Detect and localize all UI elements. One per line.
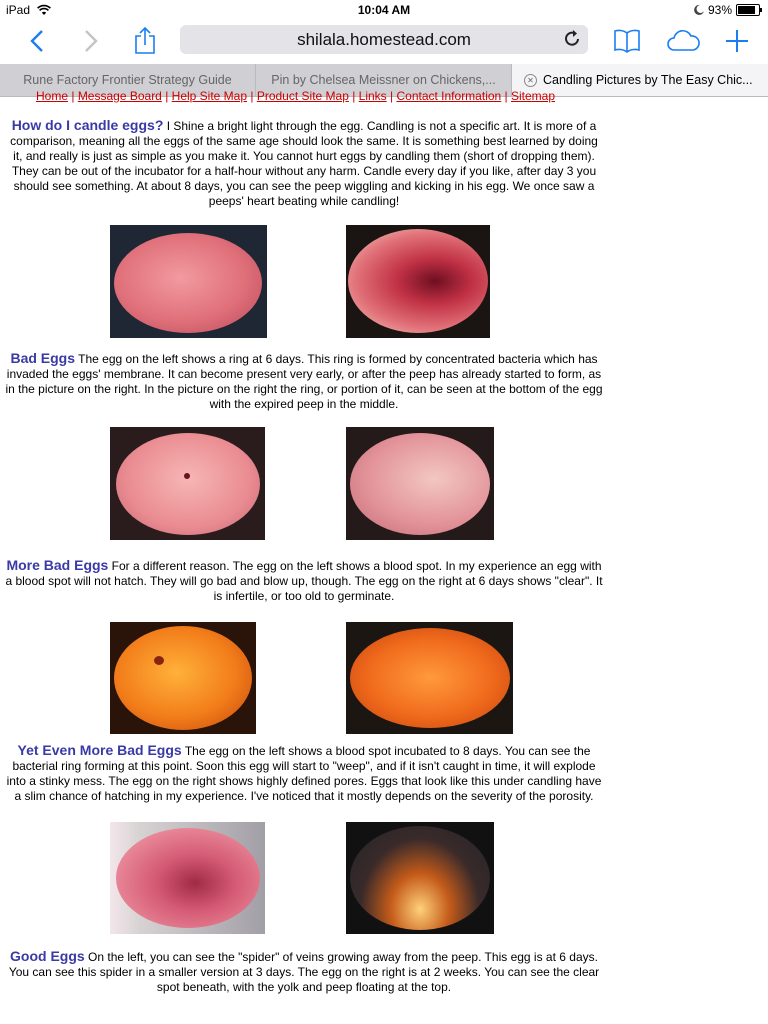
egg-photo-blood-spot-8-days [110,622,256,734]
chevron-left-icon [30,29,44,53]
egg-photo-clear-infertile [346,427,494,540]
browser-toolbar [0,20,768,64]
battery-percent: 93% [707,3,732,17]
section-heading: Bad Eggs [10,350,76,366]
egg-photo-ring-6-days [110,225,267,338]
section-text: The egg on the left shows a ring at 6 days. This ring is formed by concentrated bacteria which has invaded the eggs' membrane. It can become present very early, or after the peep has already started to form, as in the picture on the right. In the picture on the right the ring, or portion of it, can be seen at the bottom of the egg with the expired peep in the middle. [5,352,603,411]
egg-photo-blood-spot [110,427,265,540]
web-page [0,89,768,1024]
tab-title: Candling Pictures by The Easy Chic... [543,73,753,87]
section-text: For a different reason. The egg on the left shows a blood spot. In my experience an egg with a blood spot will not hatch. They will go bad and blow up, though. The egg on the right at 6 days shows "clear". It is infertile, or too old to germinate. [5,559,603,603]
egg-photo-defined-pores [346,622,513,734]
address-bar[interactable] [180,25,588,54]
battery-icon [736,4,760,16]
chevron-right-icon [84,29,98,53]
device-name: iPad [6,3,31,17]
link-links[interactable]: Links [358,89,387,103]
egg-photo-spider-veins [110,822,265,934]
egg-photo-2-weeks [346,822,494,934]
section-text: The egg on the left shows a blood spot incubated to 8 days. You can see the bacterial ring forming at this point. Soon this egg will start to "weep", and if it isn't caught in time, it will explode into a stinky mess. The egg on the right shows highly defined pores. Eggs that look like this under candling have a slim chance of hatching in my experience. I've noticed that it mostly depends on the severity of the porosity. [6,744,602,803]
tab-title: Rune Factory Frontier Strategy Guide [23,73,232,87]
new-tab-button[interactable] [720,24,754,58]
section-how-to-candle [4,118,604,209]
status-bar [0,0,768,20]
link-product-site-map[interactable]: Product Site Map [256,89,349,103]
link-sitemap[interactable]: Sitemap [511,89,556,103]
moon-icon [694,5,704,15]
status-right [694,3,760,17]
reload-icon[interactable] [564,28,582,50]
forward-button[interactable] [74,24,108,58]
section-text: On the left, you can see the "spider" of veins growing away from the peep. This egg is at 6 days. You can see this spider in a smaller version at 3 days. The egg on the right is at 2 weeks. You can see the clear spot beneath, with the yolk and peep floating at the top. [8,950,600,994]
url-text: shilala.homestead.com [297,30,471,49]
back-button[interactable] [20,24,54,58]
book-icon [613,29,641,53]
section-more-bad-eggs [4,558,604,604]
plus-icon [725,29,749,53]
share-button[interactable] [128,24,162,58]
battery-fill [738,6,755,14]
site-nav-links: Home | Message Board | Help Site Map | Product Site Map | Links | Contact Information | Sitemap [36,89,556,103]
tab-title: Pin by Chelsea Meissner on Chickens,... [271,73,496,87]
link-help-site-map[interactable]: Help Site Map [171,89,248,103]
egg-photo-ring-expired-peep [346,225,490,338]
section-heading: Yet Even More Bad Eggs [17,742,182,758]
link-home[interactable]: Home [36,89,69,103]
cloud-icon [666,30,700,52]
section-heading: Good Eggs [10,948,85,964]
close-tab-icon[interactable]: ✕ [524,74,537,87]
icloud-tabs-button[interactable] [666,24,700,58]
share-icon [134,27,156,55]
section-heading: More Bad Eggs [6,557,109,573]
bookmarks-button[interactable] [610,24,644,58]
section-text: I Shine a bright light through the egg. Candling is not a specific art. It is more of a comparison, meaning all the eggs of the same age should look the same. It is something best learned by doing it, and really is just as simple as you make it. You cannot hurt eggs by candling them (short of dropping them). They can be out of the incubator for a half-hour without any harm. Candle every day if you like, after day 3 you should see something. At about 8 days, you can see the peep wiggling and kicking in his egg. We once saw a peeps' heart beating while candling! [10,119,598,208]
section-bad-eggs [4,351,604,412]
section-yet-even-more-bad-eggs [4,743,604,804]
link-contact-information[interactable]: Contact Information [396,89,502,103]
section-heading: How do I candle eggs? [11,117,164,133]
section-good-eggs [4,949,604,995]
status-time: 10:04 AM [357,3,411,17]
link-message-board[interactable]: Message Board [77,89,162,103]
